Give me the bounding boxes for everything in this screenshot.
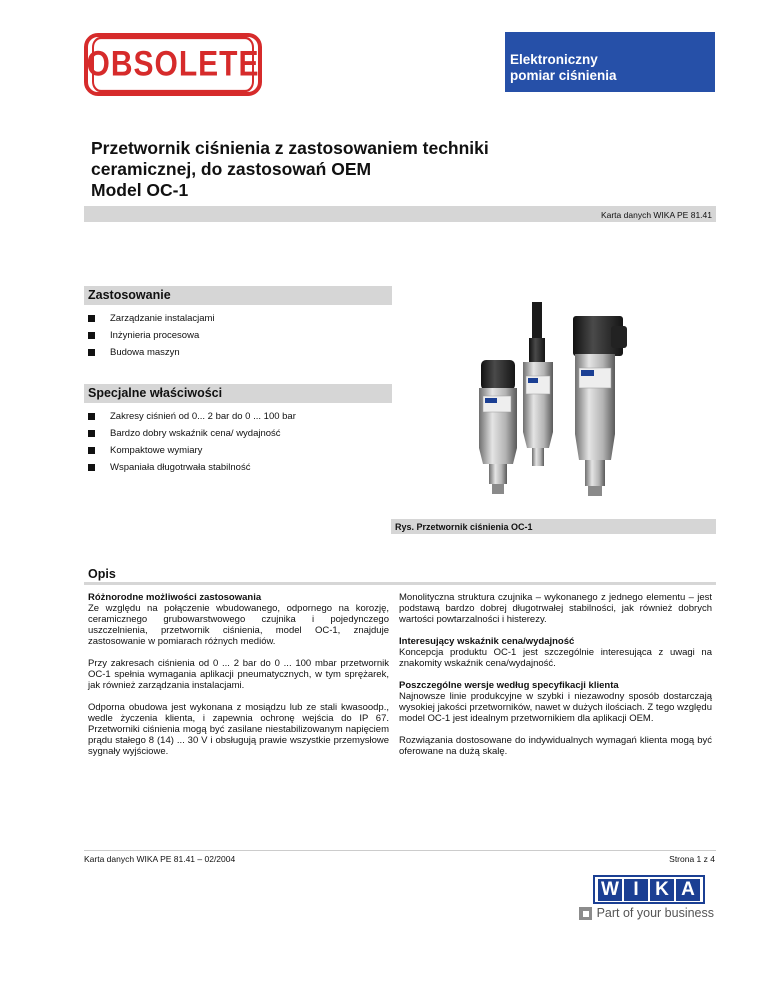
logo-letter: I [624, 879, 648, 901]
list-item: Bardzo dobry wskaźnik cena/ wydajność [88, 425, 296, 442]
wika-logo [593, 875, 705, 904]
wika-logo-letters [598, 879, 700, 901]
obsolete-stamp [84, 33, 262, 96]
description-right-column [399, 592, 712, 768]
list-item: Wspaniała długotrwała stabilność [88, 459, 296, 476]
document-title [91, 138, 571, 201]
figure-caption: Rys. Przetwornik ciśnienia OC-1 [391, 519, 716, 534]
bullet-icon [88, 349, 95, 356]
applications-heading: Zastosowanie [84, 286, 392, 305]
list-item: Kompaktowe wymiary [88, 442, 296, 459]
bullet-icon [88, 447, 95, 454]
brand-tagline: Part of your business [562, 904, 714, 922]
applications-list [88, 310, 215, 361]
footer-page-number: Strona 1 z 4 [669, 854, 715, 864]
description-heading: Opis [84, 567, 716, 585]
datasheet-label: Karta danych WIKA PE 81.41 [600, 210, 712, 220]
paragraph: Odporna obudowa jest wykonana z mosiądzu lub ze stali kwasoodp., wedle życzenia klienta, i zapewnia ochronę wejścia do IP 67. Przetworniki ciśnienia mogą być zasilane niestabilizowanym napięciem prądu stałego 8 (14) ... 30 V i obsługują prawie wszystkie przemysłowe sygnały wyjściowe. [88, 702, 389, 757]
title-line-1: Przetwornik ciśnienia z zastosowaniem techniki [91, 138, 489, 158]
transmitter-right-icon [573, 316, 627, 496]
features-list [88, 408, 296, 476]
transmitter-middle-icon [523, 302, 553, 466]
list-item: Zarządzanie instalacjami [88, 310, 215, 327]
bullet-icon [88, 464, 95, 471]
paragraph: Interesujący wskaźnik cena/wydajność Koncepcja produktu OC-1 jest szczególnie interesująca z uwagi na znakomity wskaźnik cena/wydajność. [399, 636, 712, 669]
footer-document-id: Karta danych WIKA PE 81.41 – 02/2004 [84, 854, 236, 864]
category-line-2: pomiar ciśnienia [510, 68, 617, 83]
logo-letter: K [650, 879, 674, 901]
list-item: Zakresy ciśnień od 0... 2 bar do 0 ... 100 bar [88, 408, 296, 425]
subheading: Poszczególne wersje według specyfikacji klienta [399, 680, 619, 691]
product-photo [461, 288, 631, 510]
logo-letter: W [598, 879, 622, 901]
title-line-3: Model OC-1 [91, 180, 189, 200]
transmitter-left-icon [479, 360, 517, 494]
list-item: Inżynieria procesowa [88, 327, 215, 344]
description-left-column [88, 592, 389, 768]
bullet-icon [88, 332, 95, 339]
paragraph: Rozwiązania dostosowane do indywidualnych wymagań klienta mogą być oferowane na dużą skalę. [399, 735, 712, 757]
tagline-square-icon [579, 907, 592, 920]
bullet-icon [88, 430, 95, 437]
subheading: Interesujący wskaźnik cena/wydajność [399, 636, 575, 647]
footer-divider [84, 850, 716, 851]
paragraph: Monolityczna struktura czujnika – wykonanego z jednego elementu – jest podstawą bardzo dobrej długotrwałej stabilności, jak również dobrych wartości powtarzalności i histerezy. [399, 592, 712, 625]
bullet-icon [88, 315, 95, 322]
category-line-1: Elektroniczny [510, 52, 598, 67]
obsolete-stamp-text: OBSOLETE [92, 37, 254, 92]
paragraph: Przy zakresach ciśnienia od 0 ... 2 bar do 0 ... 100 mbar przetwornik OC-1 spełnia wymagania aplikacji pneumatycznych, w tym sprężarek, jak również zarządzania instalacjami. [88, 658, 389, 691]
list-item: Budowa maszyn [88, 344, 215, 361]
title-line-2: ceramicznej, do zastosowań OEM [91, 159, 372, 179]
paragraph: Różnorodne możliwości zastosowania Ze względu na połączenie wbudowanego, odpornego na korozję, ceramicznego grubowarstwowego czujnika i pojedynczego uszczelnienia, przetwornik ciśnienia, model OC-1, znajduje zastosowanie w pomiarach różnych mediów. [88, 592, 389, 647]
category-header-box [505, 32, 715, 92]
bullet-icon [88, 413, 95, 420]
paragraph: Poszczególne wersje według specyfikacji klienta Najnowsze linie produkcyjne w szybki i niezawodny sposób dostarczają wysokiej jakości przetworników, nawet w dużych ilościach. Z tego względu model OC-1 jest idealnym przetwornikiem dla aplikacji OEM. [399, 680, 712, 724]
subheading: Różnorodne możliwości zastosowania [88, 592, 262, 603]
logo-letter: A [676, 879, 700, 901]
features-heading: Specjalne właściwości [84, 384, 392, 403]
datasheet-bar [84, 206, 716, 222]
